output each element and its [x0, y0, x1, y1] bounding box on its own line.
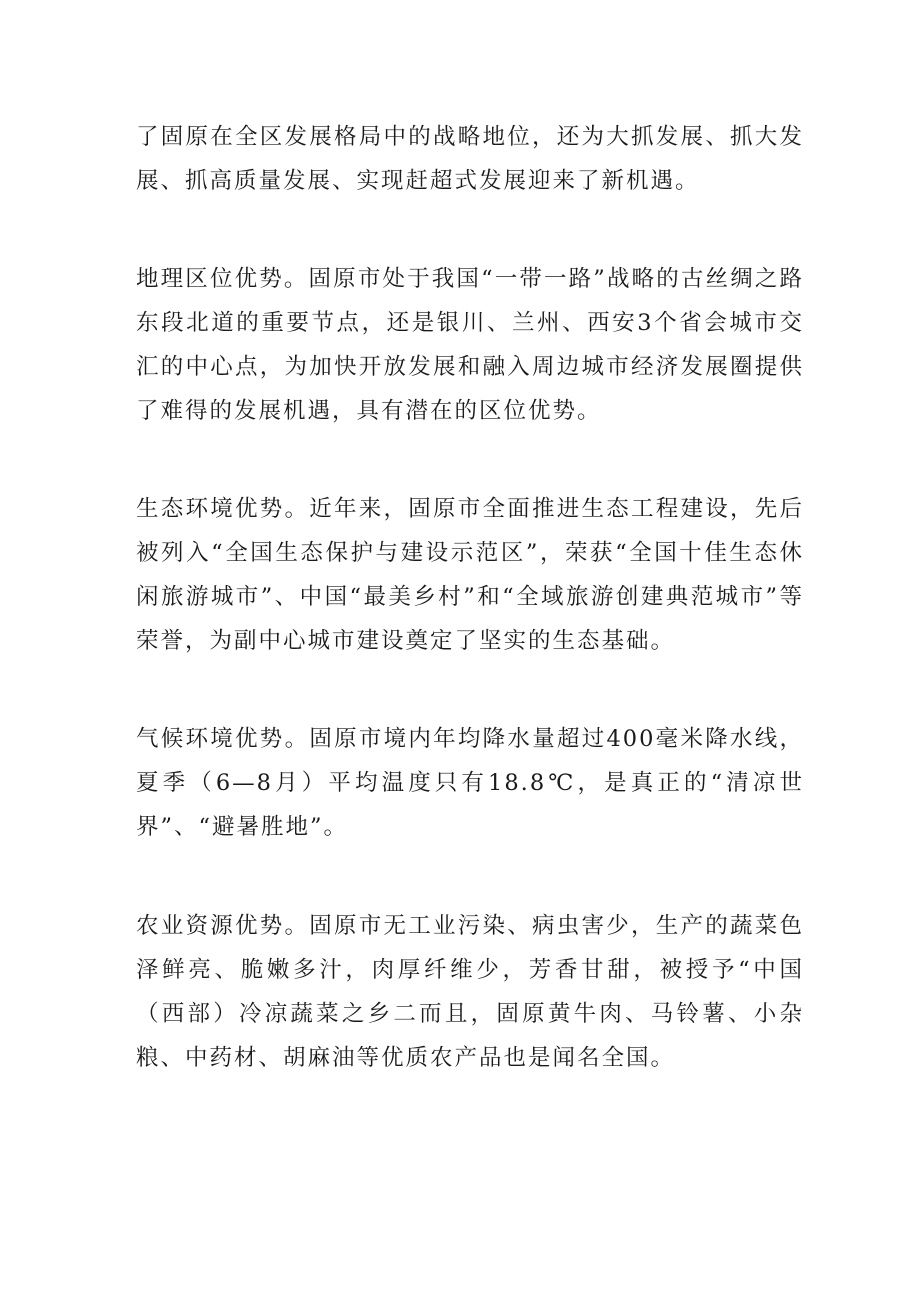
paragraph-geographic-advantage: 地理区位优势。固原市处于我国“一带一路”战略的古丝绸之路东段北道的重要节点，还是银川、兰州、西安3个省会城市交汇的中心点，为加快开放发展和融入周边城市经济发展圈提供了难得的发展机遇，具有潜在的区位优势。 [136, 266, 804, 424]
paragraph-strategic-position: 了固原在全区发展格局中的战略地位，还为大抓发展、抓大发展、抓高质量发展、实现赶超式发展迎来了新机遇。 [136, 124, 804, 194]
paragraph-agricultural-advantage: 农业资源优势。固原市无工业污染、病虫害少，生产的蔬菜色泽鲜亮、脆嫩多汁，肉厚纤维少，芳香甘甜，被授予“中国（西部）冷凉蔬菜之乡二而且，固原黄牛肉、马铃薯、小杂粮、中药材、胡麻油等优质农产品也是闻名全国。 [136, 913, 804, 1071]
paragraph-climate-advantage: 气候环境优势。固原市境内年均降水量超过400毫米降水线，夏季（6—8月）平均温度只有18.8℃，是真正的“清凉世界”、“避暑胜地”。 [136, 726, 804, 840]
paragraph-ecological-advantage: 生态环境优势。近年来，固原市全面推进生态工程建设，先后被列入“全国生态保护与建设示范区”，荣获“全国十佳生态休闲旅游城市”、中国“最美乡村”和“全域旅游创建典范城市”等荣誉，为副中心城市建设奠定了坚实的生态基础。 [136, 496, 804, 654]
